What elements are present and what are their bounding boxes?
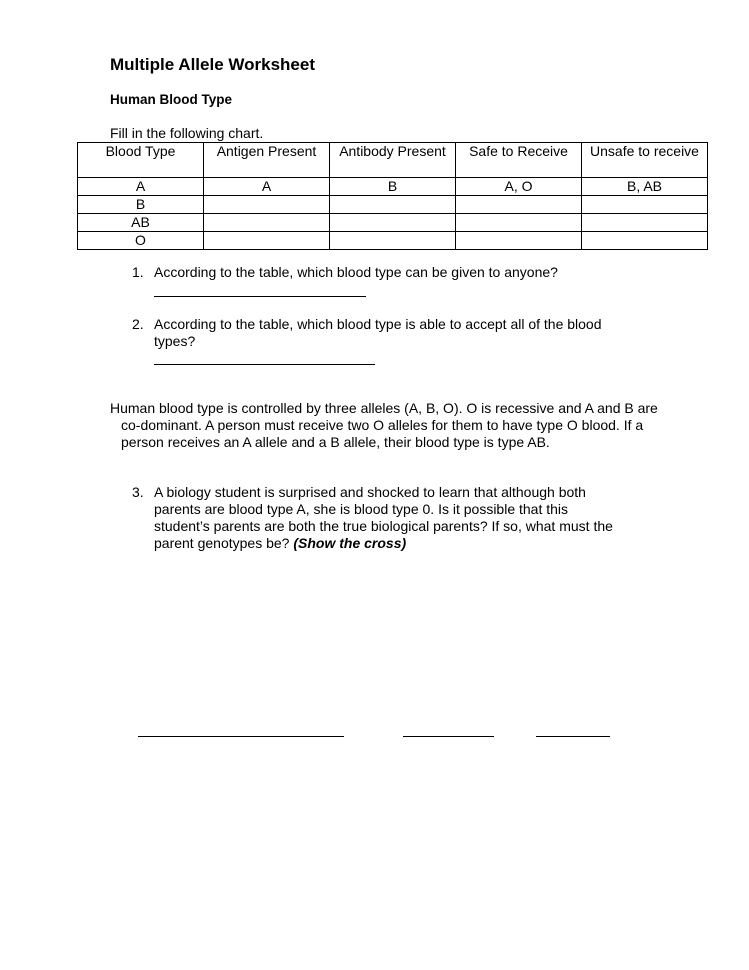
- table-cell[interactable]: [204, 196, 330, 214]
- question-3-emphasis: (Show the cross): [293, 535, 407, 551]
- table-cell[interactable]: [582, 214, 708, 232]
- chart-instruction: Fill in the following chart.: [110, 125, 264, 141]
- table-row: [78, 214, 708, 232]
- table-cell[interactable]: [456, 232, 582, 250]
- section-heading: Human Blood Type: [110, 92, 233, 107]
- question-3-number: 3.: [132, 484, 144, 500]
- table-cell: B: [78, 196, 204, 214]
- table-cell[interactable]: [582, 196, 708, 214]
- table-cell[interactable]: [204, 232, 330, 250]
- answer-blank-3c[interactable]: [536, 736, 610, 737]
- question-3-text: A biology student is surprised and shocked to learn that although both parents are blood type A, she is blood type 0. Is it possible that this student’s parents are both the true biological parents? If so, what must the parent genotypes be?: [154, 484, 613, 551]
- question-1-text: According to the table, which blood type can be given to anyone?: [154, 264, 558, 280]
- table-cell[interactable]: [330, 232, 456, 250]
- table-row: [78, 196, 708, 214]
- worksheet-title: Multiple Allele Worksheet: [110, 55, 315, 74]
- table-cell: B, AB: [582, 178, 708, 196]
- table-row: [78, 178, 708, 196]
- table-cell[interactable]: [582, 232, 708, 250]
- table-cell: B: [330, 178, 456, 196]
- table-header-row: [78, 143, 708, 178]
- header-safe-to-receive: Safe to Receive: [456, 143, 582, 178]
- header-blood-type: Blood Type: [78, 143, 204, 178]
- blood-type-chart: [77, 142, 708, 250]
- blood-type-paragraph: Human blood type is controlled by three alleles (A, B, O). O is recessive and A and B are co-dominant. A person must receive two O alleles for them to have type O blood. If a person receives an A allele and a B allele, their blood type is type AB.: [110, 400, 658, 450]
- header-antigen-present: Antigen Present: [204, 143, 330, 178]
- table-cell: O: [78, 232, 204, 250]
- answer-blank-3a[interactable]: [138, 736, 344, 737]
- table-cell[interactable]: [330, 196, 456, 214]
- table-cell[interactable]: [456, 214, 582, 232]
- table-cell: A: [78, 178, 204, 196]
- table-cell: A: [204, 178, 330, 196]
- table-cell[interactable]: [204, 214, 330, 232]
- table-row: [78, 232, 708, 250]
- question-2-text: According to the table, which blood type is able to accept all of the blood types?: [154, 316, 602, 349]
- answer-blank-1[interactable]: [154, 296, 366, 297]
- table-cell[interactable]: [330, 214, 456, 232]
- answer-blank-3b[interactable]: [403, 736, 494, 737]
- question-2-number: 2.: [132, 316, 144, 332]
- table-cell: A, O: [456, 178, 582, 196]
- table-cell: AB: [78, 214, 204, 232]
- header-antibody-present: Antibody Present: [330, 143, 456, 178]
- question-1-number: 1.: [132, 264, 144, 280]
- answer-blank-2[interactable]: [154, 364, 375, 365]
- header-unsafe-to-receive: Unsafe to receive: [582, 143, 708, 178]
- table-cell[interactable]: [456, 196, 582, 214]
